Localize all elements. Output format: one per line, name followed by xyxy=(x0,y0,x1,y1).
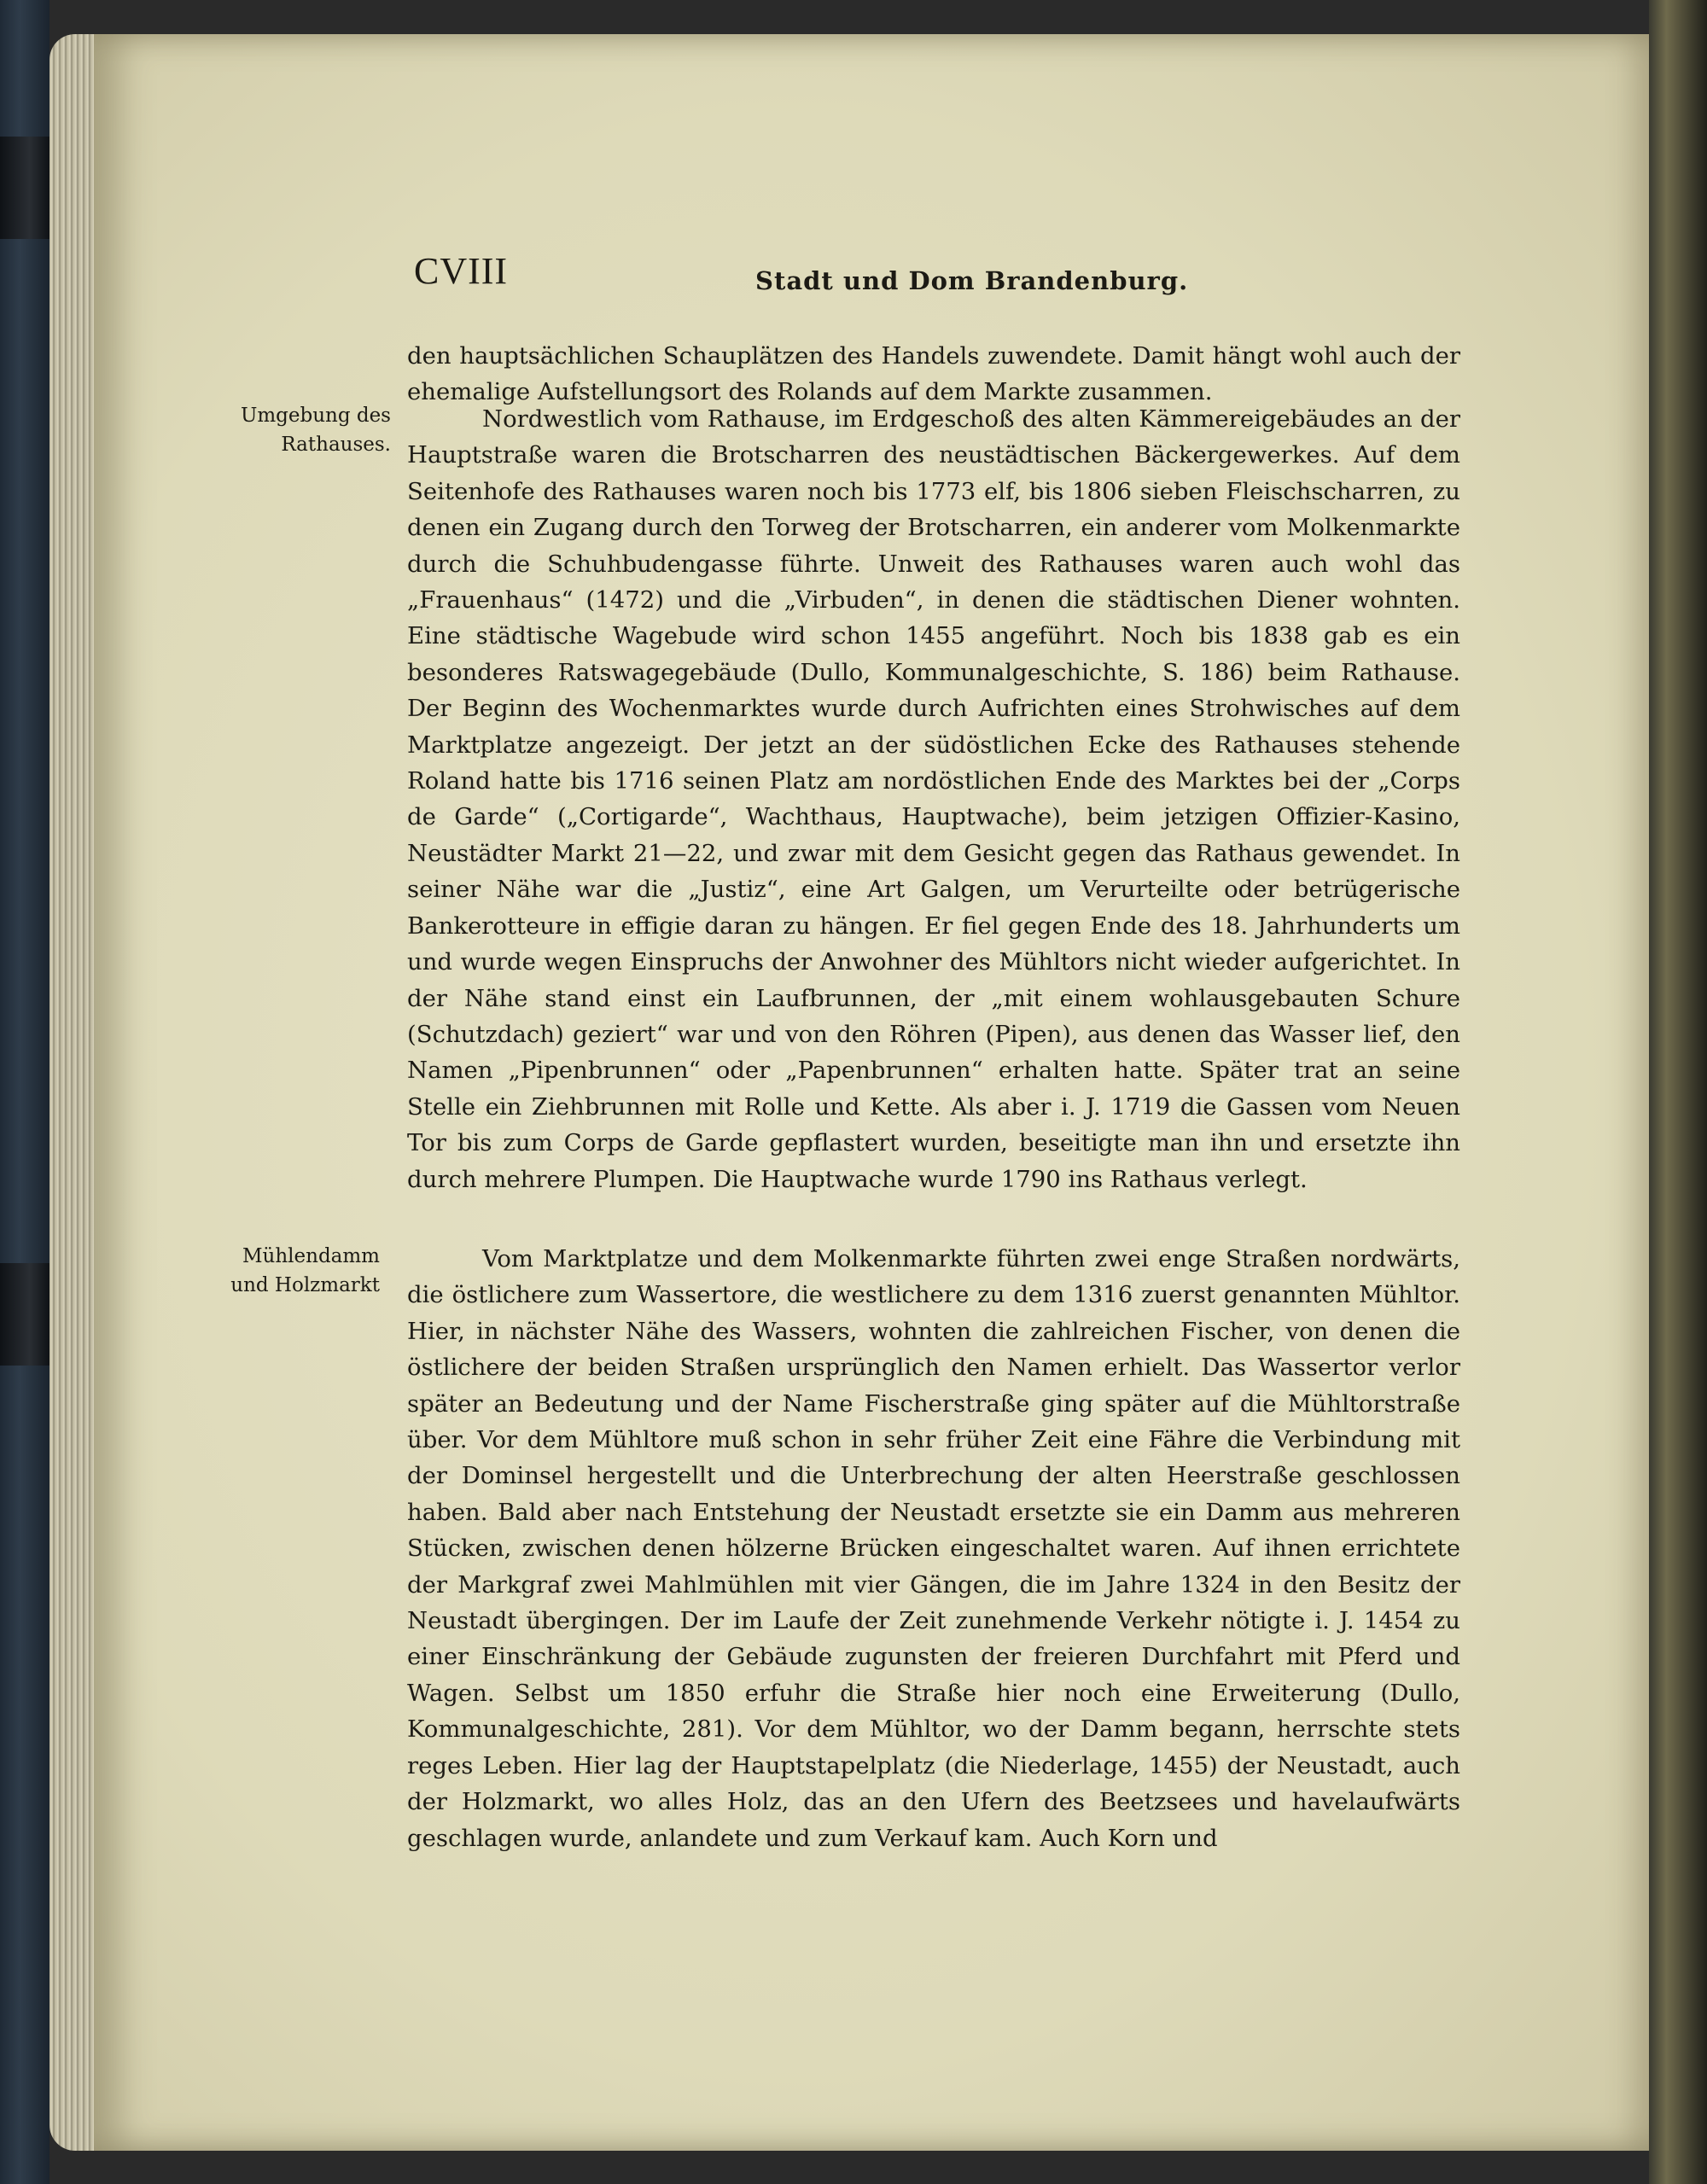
paragraph: Nordwestlich vom Rathause, im Erdgeschoß des alten Kämmereigebäudes an der Hauptstraße waren die Brotscharren des neustädtischen Bäckergewerkes. Auf dem Seitenhofe des Rathauses waren noch bis 1773 elf, bis 1806 sieben Fleischscharren, zu denen ein Zugang durch den Torweg der Brotscharren, ein anderer vom Molkenmarkte durch die Schuhbudengasse führte. Unweit des Rathauses waren auch wohl das „Frauenhaus“ (1472) und die „Virbuden“, in denen die städtischen Diener wohnten. Eine städtische Wagebude wird schon 1455 angeführt. Noch bis 1838 gab es ein besonderes Ratswagegebäude (Dullo, Kommunalgeschichte, S. 186) beim Rathause. Der Beginn des Wochenmarktes wurde durch Aufrichten eines Strohwisches auf dem Marktplatze angezeigt. Der jetzt an der südöstlichen Ecke des Rathauses stehende Roland hatte bis 1716 seinen Platz am nordöstlichen Ende des Marktes bei der „Corps de Garde“ („Cortigarde“, Wachthaus, Hauptwache), beim jetzigen Offizier-Kasino, Neustädter Markt 21—22, und zwar mit dem Gesicht gegen das Rathaus gewendet. In seiner Nähe war die „Justiz“, eine Art Galgen, um Verurteilte oder betrügerische Bankerotteure in effigie daran zu hängen. Er fiel gegen Ende des 18. Jahrhunderts um und wurde wegen Einspruchs der Anwohner des Mühltors nicht wieder aufgerichtet. In der Nähe stand einst ein Laufbrunnen, der „mit einem wohlausgebauten Schure (Schutzdach) geziert“ war und von den Röhren (Pipen), aus denen das Wasser lief, den Namen „Pipenbrunnen“ oder „Papenbrunnen“ erhalten hatte. Später trat an seine Stelle ein Ziehbrunnen mit Rolle und Kette. Als aber i. J. 1719 die Gassen vom Neuen Tor bis zum Corps de Garde gepflastert wurden, beseitigte man ihn und ersetzte ihn durch mehrere Plumpen. Die Hauptwache wurde 1790 ins Rathaus verlegt. xyxy=(407,405,1460,1193)
cover-band xyxy=(0,1263,50,1366)
running-head: Stadt und Dom Brandenburg. xyxy=(755,266,1189,295)
left-book-cover xyxy=(0,0,50,2184)
cover-band xyxy=(0,137,50,239)
paragraph: den hauptsächlichen Schauplätzen des Handels zuwendete. Damit hängt wohl auch der ehemalige Aufstellungsort des Rolands auf dem Markte zusammen. xyxy=(407,342,1460,406)
page-number: CVIII xyxy=(414,250,509,292)
paragraph: Vom Marktplatze und dem Molkenmarkte führten zwei enge Straßen nordwärts, die östlichere zum Wassertore, die westlichere zu dem 1316 zuerst genannten Mühltor. Hier, in nächster Nähe des Wassers, wohnten die zahlreichen Fischer, von denen die östlichere der beiden Straßen ursprünglich den Namen erhielt. Das Wassertor verlor später an Bedeutung und der Name Fischerstraße ging später auf die Mühltorstraße über. Vor dem Mühltore muß schon in sehr früher Zeit eine Fähre die Verbindung mit der Dominsel hergestellt und die Unterbrechung der alten Heerstraße geschlossen haben. Bald aber nach Entstehung der Neustadt ersetzte sie ein Damm aus mehreren Stücken, zwischen denen hölzerne Brücken eingeschaltet waren. Auf ihnen errichtete der Markgraf zwei Mahlmühlen mit vier Gängen, die im Jahre 1324 in den Besitz der Neustadt übergingen. Der im Laufe der Zeit zunehmende Verkehr nötigte i. J. 1454 zu einer Einschränkung der Gebäude zugunsten der freieren Durchfahrt mit Pferd und Wagen. Selbst um 1850 erfuhr die Straße hier noch eine Erweiterung (Dullo, Kommunalgeschichte, 281). Vor dem Mühltor, wo der Damm begann, herrschte stets reges Leben. Hier lag der Hauptstapelplatz (die Niederlage, 1455) der Neustadt, auch der Holzmarkt, wo alles Holz, das an den Ufern des Beetzsees und havelaufwärts geschlagen wurde, anlandete und zum Verkauf kam. Auch Korn und xyxy=(407,1245,1460,1852)
marginal-note: Mühlendamm und Holzmarkt xyxy=(230,1245,380,1296)
marginal-note: Umgebung des Rathauses. xyxy=(240,405,391,456)
right-book-edge xyxy=(1649,0,1707,2184)
